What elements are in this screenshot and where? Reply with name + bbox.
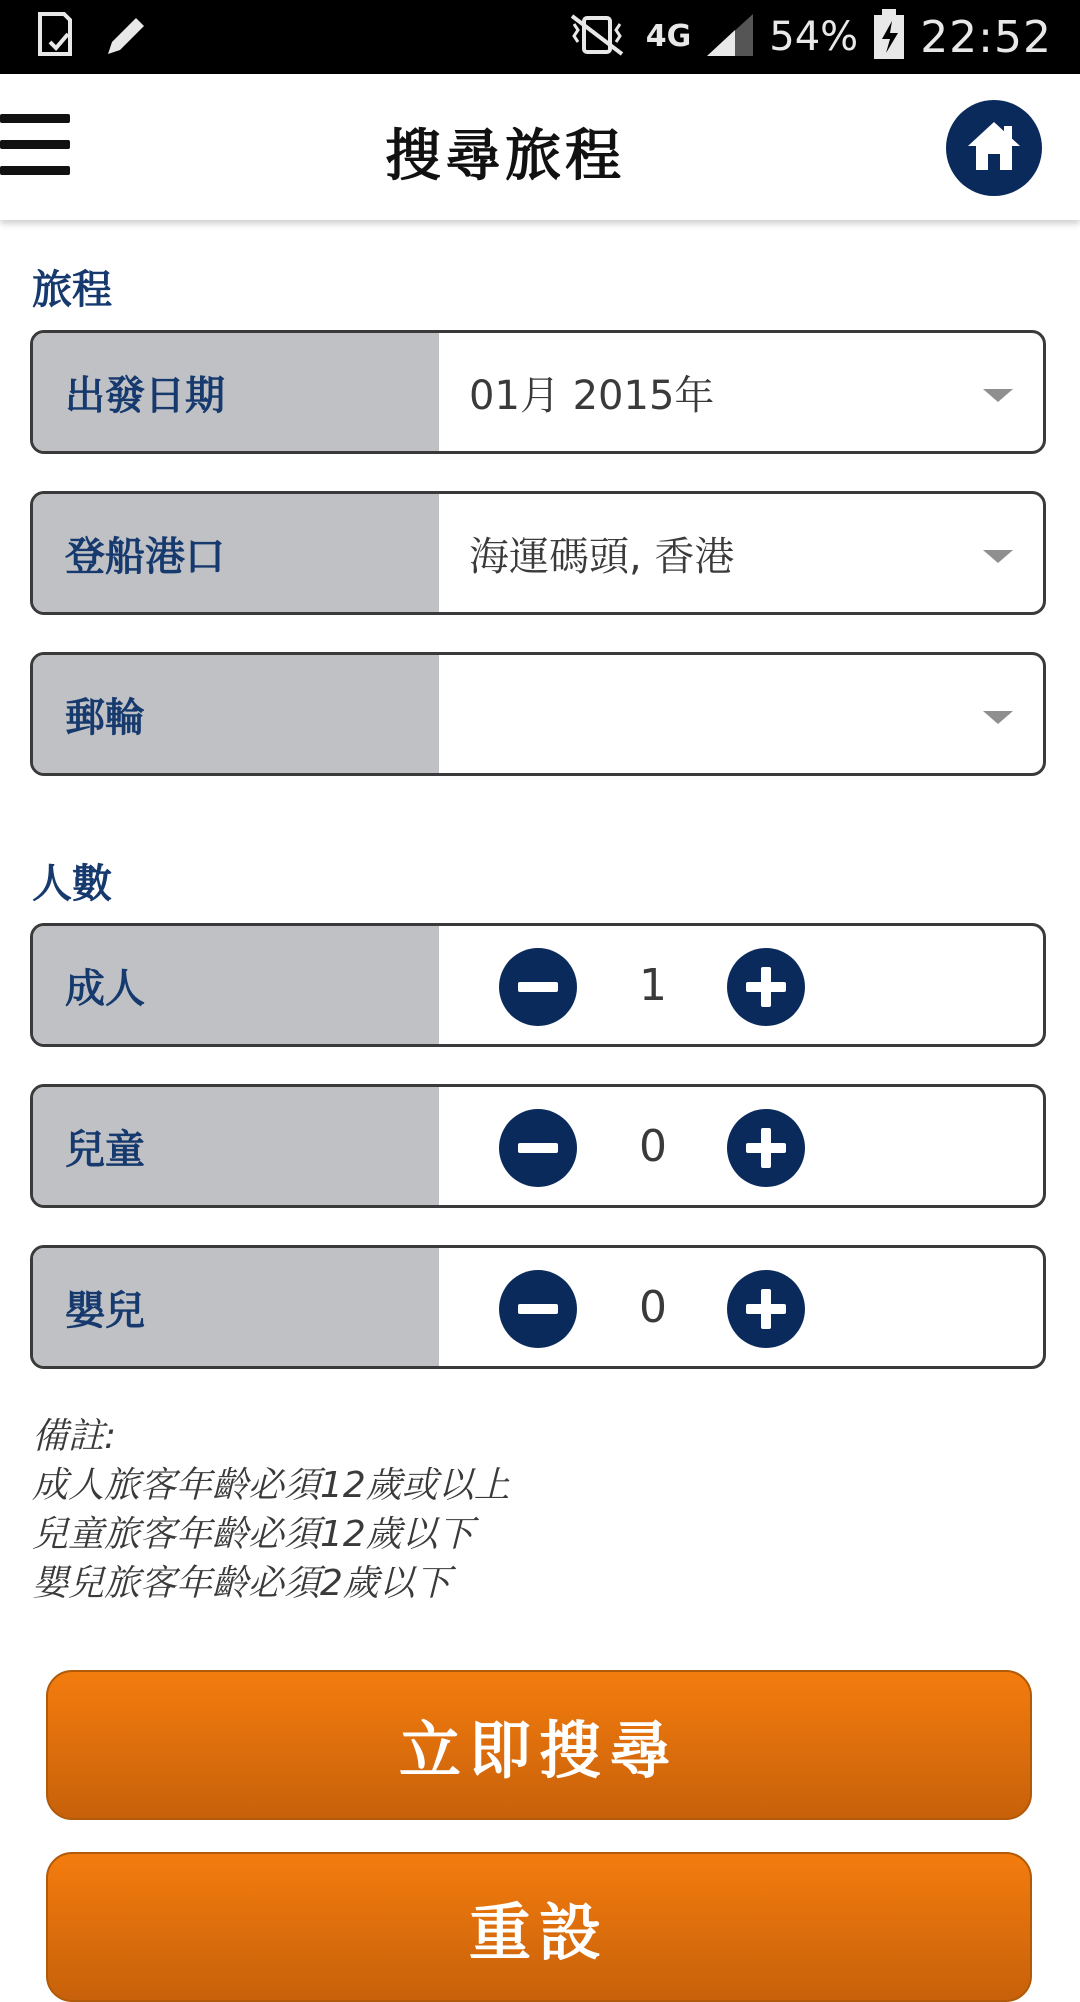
- cruise-ship-label: 郵輪: [33, 655, 439, 773]
- network-type: 4G: [645, 19, 692, 54]
- adult-minus-button[interactable]: [499, 948, 577, 1026]
- infant-row: [30, 1245, 1046, 1369]
- infant-plus-button[interactable]: [727, 1270, 805, 1348]
- app-header: [0, 74, 1080, 220]
- adult-label: 成人: [33, 926, 439, 1044]
- page-title: 搜尋旅程: [385, 124, 625, 189]
- infant-count: 0: [639, 1281, 667, 1333]
- signal-icon: [705, 12, 755, 62]
- home-button[interactable]: [946, 100, 1042, 196]
- chevron-down-icon: [983, 389, 1013, 402]
- adult-count: 1: [639, 959, 667, 1011]
- search-now-button[interactable]: 立即搜尋: [46, 1670, 1032, 1820]
- infant-minus-button[interactable]: [499, 1270, 577, 1348]
- vibrate-mute-icon: [562, 12, 632, 62]
- status-bar: [0, 0, 1080, 74]
- child-row: [30, 1084, 1046, 1208]
- chevron-down-icon: [983, 711, 1013, 724]
- trip-section-label: 旅程: [32, 267, 112, 313]
- notes-line: 嬰兒旅客年齡必須2歲以下: [32, 1563, 451, 1604]
- home-icon: [966, 118, 1022, 174]
- child-label: 兒童: [33, 1087, 439, 1205]
- hamburger-menu-icon[interactable]: [0, 114, 72, 182]
- notes-title: 備註:: [32, 1416, 117, 1457]
- adult-plus-button[interactable]: [727, 948, 805, 1026]
- departure-date-row: [30, 330, 1046, 454]
- notes: [32, 1412, 510, 1608]
- clock: 22:52: [920, 11, 1052, 63]
- departure-date-value: 01月 2015年: [469, 372, 715, 419]
- pax-section-label: 人數: [32, 861, 112, 907]
- infant-label: 嬰兒: [33, 1248, 439, 1366]
- status-bar-left: [34, 12, 150, 62]
- battery-charging-icon: [872, 9, 906, 65]
- cruise-ship-select[interactable]: [439, 655, 1043, 773]
- sd-card-icon: [34, 12, 74, 62]
- child-minus-button[interactable]: [499, 1109, 577, 1187]
- status-bar-right: [562, 8, 1052, 66]
- embark-port-value: 海運碼頭, 香港: [469, 533, 735, 580]
- embark-port-label: 登船港口: [33, 494, 439, 612]
- embark-port-row: [30, 491, 1046, 615]
- chevron-down-icon: [983, 550, 1013, 563]
- child-plus-button[interactable]: [727, 1109, 805, 1187]
- notes-line: 成人旅客年齡必須12歲或以上: [32, 1465, 510, 1506]
- battery-percent: 54%: [769, 14, 859, 60]
- child-count: 0: [639, 1120, 667, 1172]
- departure-date-label: 出發日期: [33, 333, 439, 451]
- pencil-icon: [104, 12, 150, 62]
- reset-button[interactable]: 重設: [46, 1852, 1032, 2002]
- cruise-ship-row: [30, 652, 1046, 776]
- adult-row: [30, 923, 1046, 1047]
- notes-line: 兒童旅客年齡必須12歲以下: [32, 1514, 474, 1555]
